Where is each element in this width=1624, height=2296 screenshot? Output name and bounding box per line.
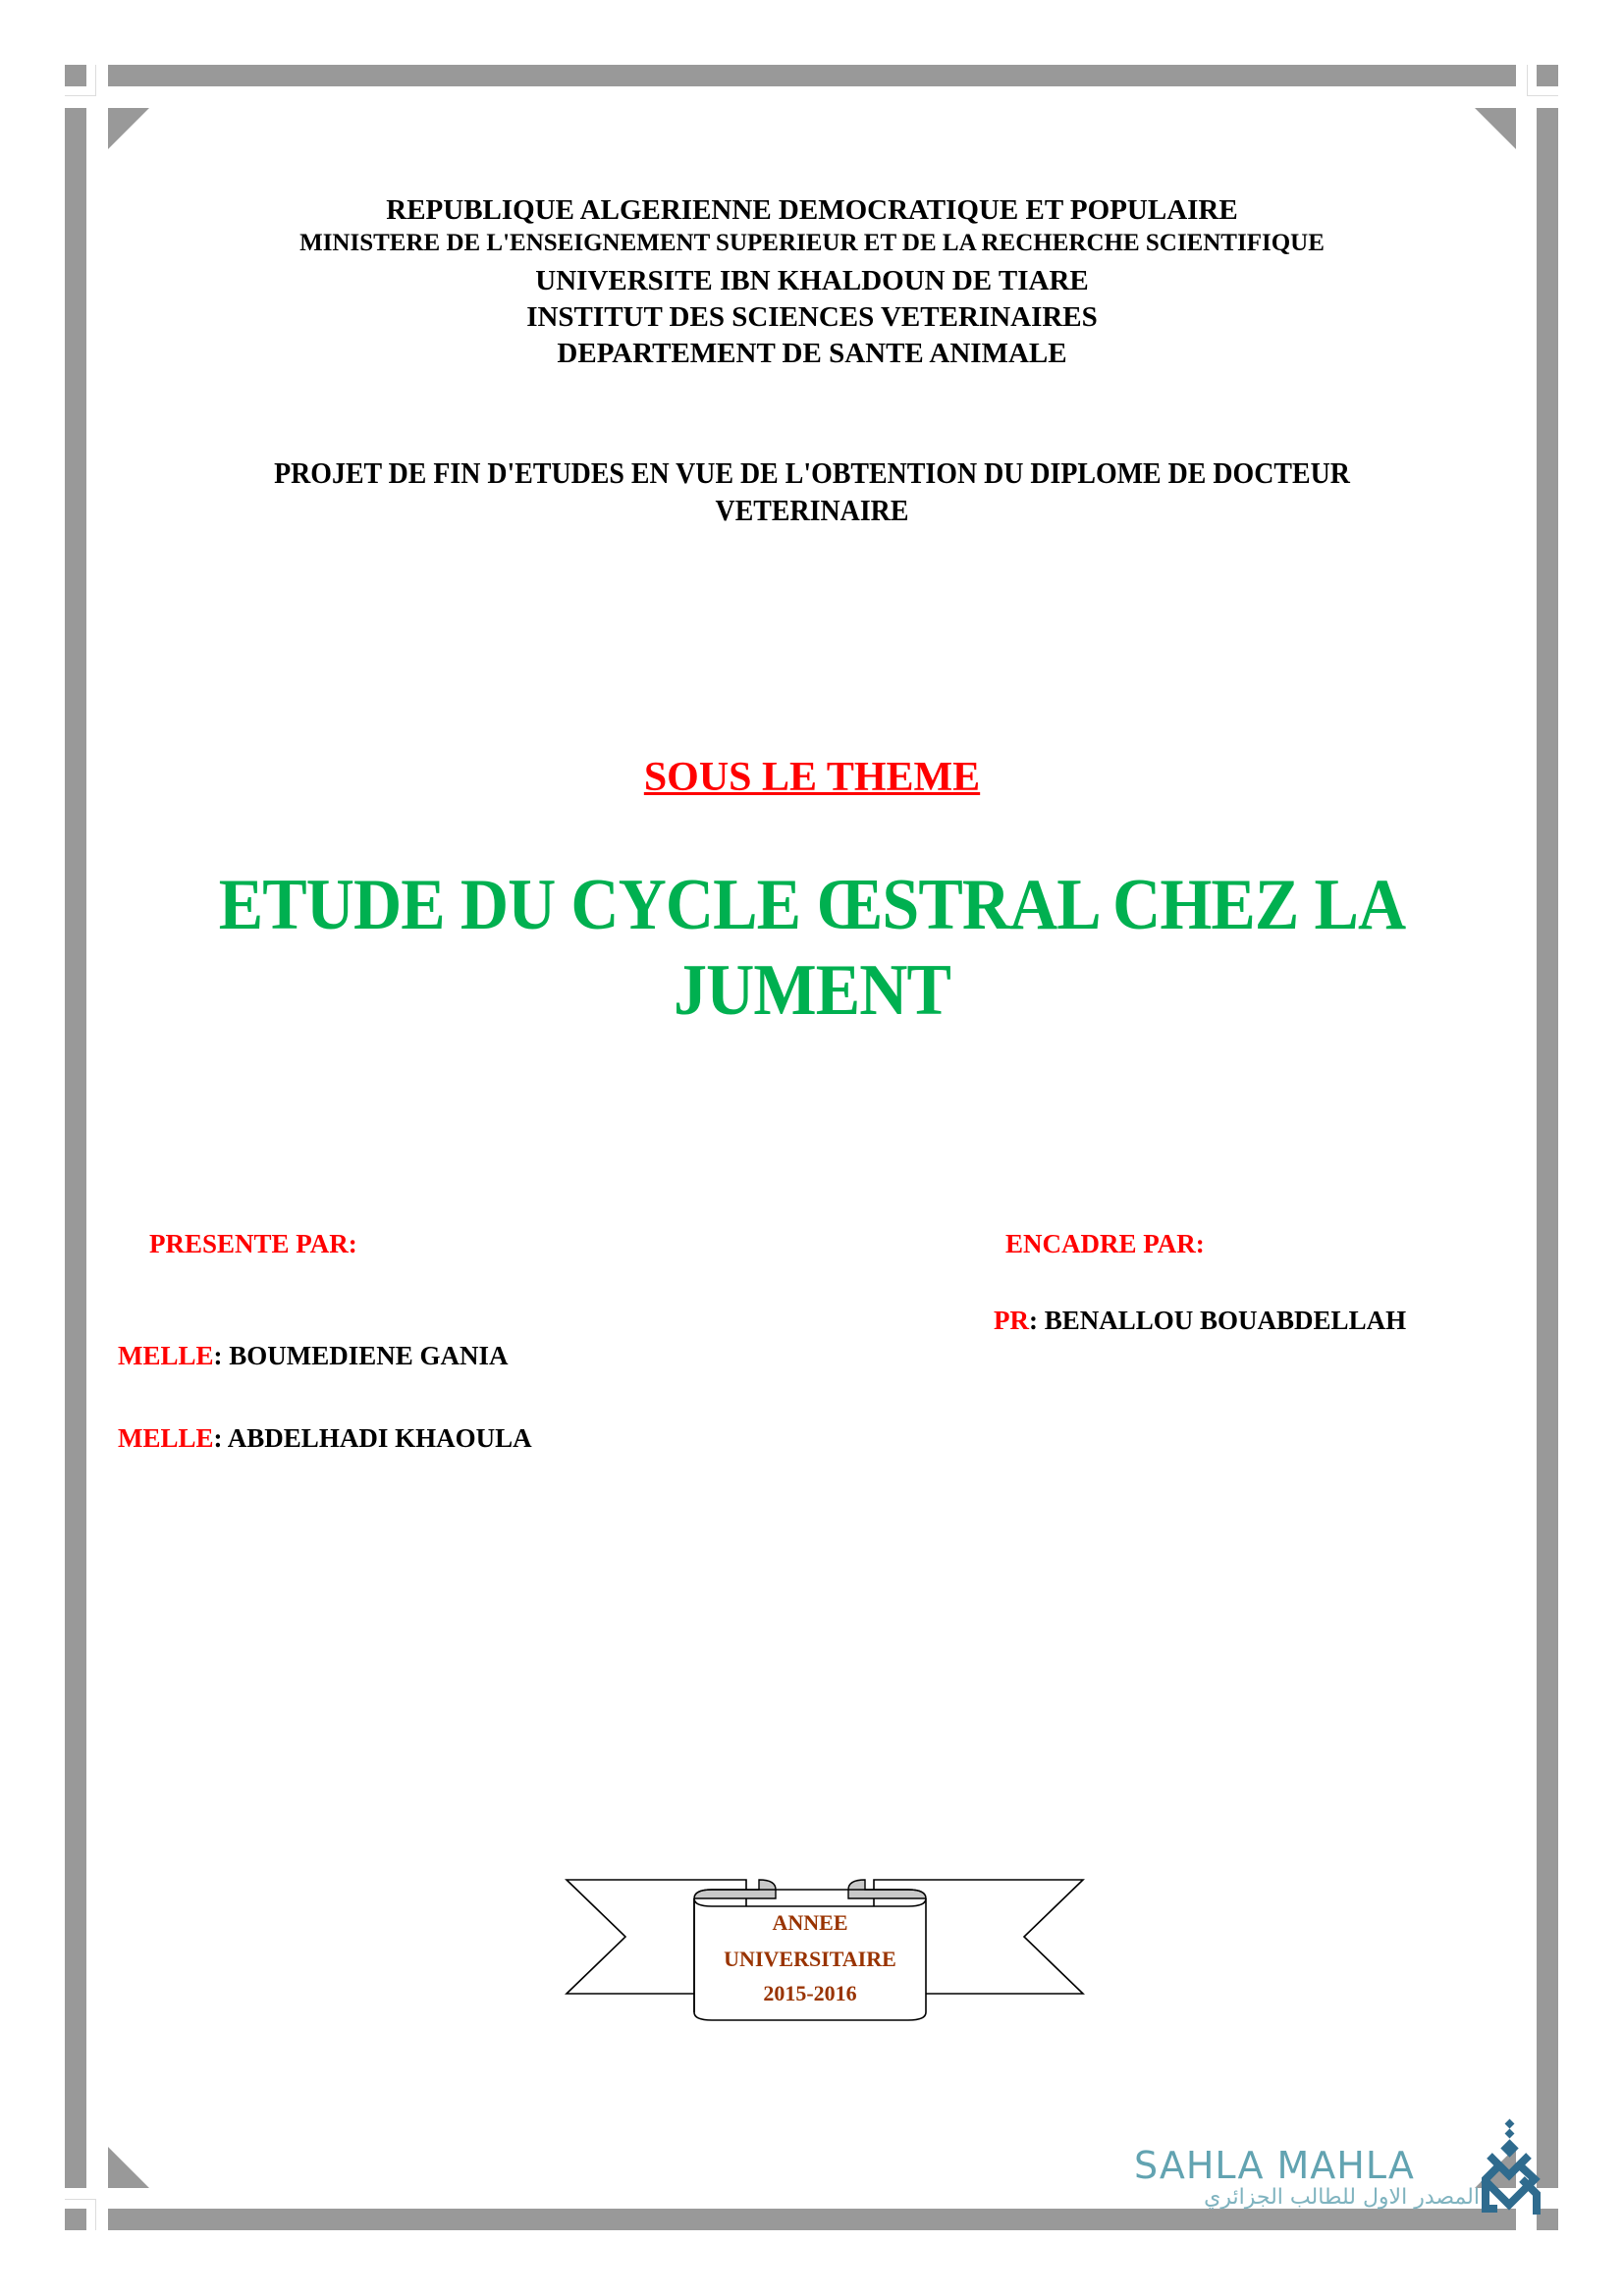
supervisor-title: PR <box>994 1306 1029 1335</box>
student-name: ABDELHADI KHAOULA <box>227 1423 532 1453</box>
sahla-logo-icon <box>1478 2118 1546 2221</box>
header-line-department: DEPARTEMENT DE SANTE ANIMALE <box>557 338 1067 369</box>
frame-triangle-top-right <box>1475 108 1516 149</box>
frame-bar-top <box>108 65 1516 86</box>
student-entry-2 <box>118 1423 532 1454</box>
year-label-line-1: ANNEE <box>772 1910 848 1935</box>
header-line-ministry: MINISTERE DE L'ENSEIGNEMENT SUPERIEUR ET DE LA RECHERCHE SCIENTIFIQUE <box>299 230 1325 256</box>
frame-triangle-top-left <box>108 108 149 149</box>
student-separator: : <box>213 1423 228 1453</box>
frame-corner-outline <box>65 65 96 96</box>
frame-bar-bottom <box>108 2209 1516 2230</box>
year-value: 2015-2016 <box>763 1981 857 2005</box>
brand-name: SAHLA MAHLA <box>1134 2144 1415 2187</box>
project-line-2: VETERINAIRE <box>715 493 909 527</box>
presented-by-label: PRESENTE PAR: <box>149 1229 357 1258</box>
frame-corner-outline <box>1527 65 1558 96</box>
student-title: MELLE <box>118 1423 214 1453</box>
thesis-title-line-2: JUMENT <box>674 950 950 1031</box>
header-line-institute: INSTITUT DES SCIENCES VETERINAIRES <box>526 301 1098 333</box>
header-line-republic: REPUBLIQUE ALGERIENNE DEMOCRATIQUE ET POPULAIRE <box>386 194 1238 226</box>
year-label-line-2: UNIVERSITAIRE <box>724 1947 896 1971</box>
project-line-1: PROJET DE FIN D'ETUDES EN VUE DE L'OBTENTION DU DIPLOME DE DOCTEUR <box>274 455 1350 490</box>
student-entry-1 <box>118 1341 509 1371</box>
brand-tagline: المصدر الاول للطالب الجزائري <box>1204 2185 1480 2210</box>
supervisor-entry <box>994 1306 1406 1336</box>
student-name: BOUMEDIENE GANIA <box>229 1341 509 1370</box>
supervisor-name: BENALLOU BOUABDELLAH <box>1044 1306 1407 1335</box>
student-separator: : <box>213 1341 230 1370</box>
student-title: MELLE <box>118 1341 214 1370</box>
frame-triangle-bottom-left <box>108 2147 149 2188</box>
frame-bar-right <box>1537 108 1558 2188</box>
supervised-by-label: ENCADRE PAR: <box>1005 1229 1205 1258</box>
header-line-university: UNIVERSITE IBN KHALDOUN DE TIARE <box>535 265 1089 296</box>
frame-corner-outline <box>65 2199 96 2230</box>
frame-bar-left <box>65 108 86 2188</box>
thesis-title-line-1: ETUDE DU CYCLE ŒSTRAL CHEZ LA <box>218 865 1406 945</box>
supervisor-separator: : <box>1029 1306 1045 1335</box>
theme-label: SOUS LE THEME <box>643 755 981 800</box>
